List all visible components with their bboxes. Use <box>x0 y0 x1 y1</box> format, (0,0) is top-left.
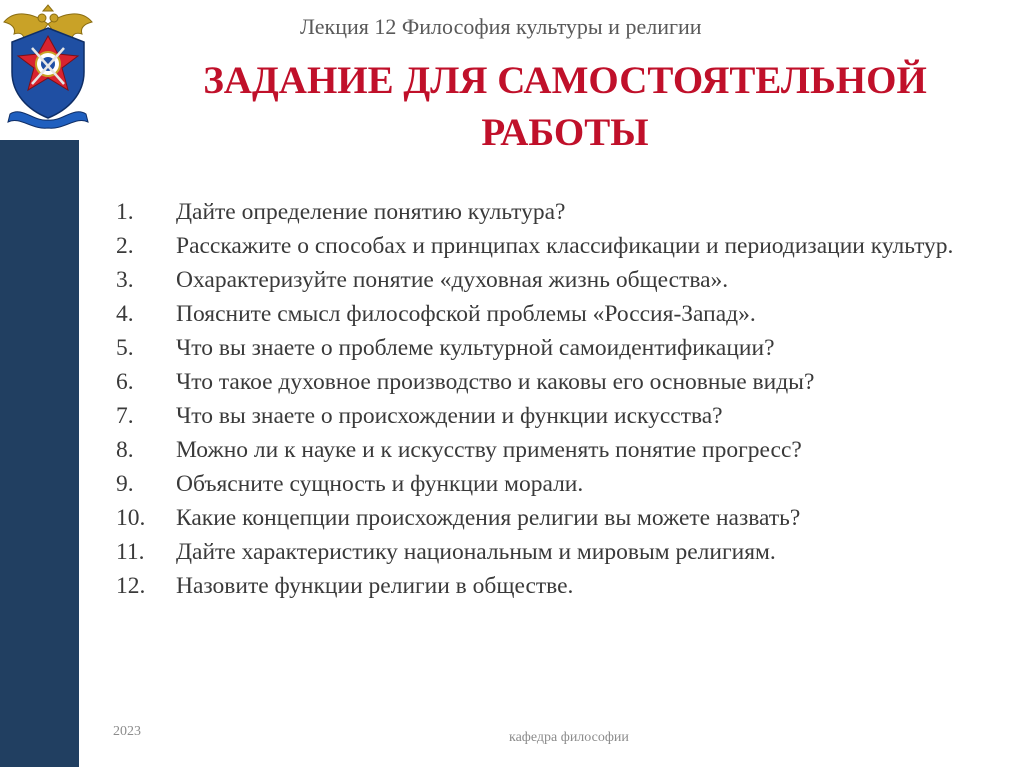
task-text: Дайте определение понятию культура? <box>176 199 566 225</box>
task-number: 7. <box>116 403 134 429</box>
task-number: 11. <box>116 539 145 565</box>
task-text: Что вы знаете о проблеме культурной самоидентификации? <box>176 335 775 361</box>
task-number: 2. <box>116 233 134 259</box>
task-item-1 <box>116 198 996 227</box>
task-list <box>116 198 996 606</box>
task-number: 10. <box>116 505 146 531</box>
task-text: Что вы знаете о происхождении и функции искусства? <box>176 403 723 429</box>
task-number: 3. <box>116 267 134 293</box>
page-title-line-2: РАБОТЫ <box>481 111 649 154</box>
task-text: Назовите функции религии в обществе. <box>176 573 574 599</box>
task-number: 6. <box>116 369 134 395</box>
task-number: 4. <box>116 301 134 327</box>
sidebar-stripe <box>0 140 79 767</box>
task-item-10 <box>116 504 996 533</box>
task-item-3 <box>116 266 996 295</box>
task-number: 5. <box>116 335 134 361</box>
task-item-4 <box>116 300 996 329</box>
task-item-11 <box>116 538 996 567</box>
task-item-12 <box>116 572 996 601</box>
task-number: 9. <box>116 471 134 497</box>
task-text: Что такое духовное производство и каковы его основные виды? <box>176 369 815 395</box>
task-item-5 <box>116 334 996 363</box>
task-number: 8. <box>116 437 134 463</box>
task-text: Какие концепции происхождения религии вы можете назвать? <box>176 505 801 531</box>
footer-year: 2023 <box>113 724 141 739</box>
task-item-6 <box>116 368 996 397</box>
task-text: Дайте характеристику национальным и мировым религиям. <box>176 539 776 565</box>
task-item-8 <box>116 436 996 465</box>
task-number: 1. <box>116 199 134 225</box>
task-text: Поясните смысл философской проблемы «Россия-Запад». <box>176 301 756 327</box>
task-item-7 <box>116 402 996 431</box>
task-text: Объясните сущность и функции морали. <box>176 471 584 497</box>
lecture-title: Лекция 12 Философия культуры и религии <box>300 14 702 39</box>
task-text: Расскажите о способах и принципах классификации и периодизации культур. <box>176 233 954 259</box>
footer-department: кафедра философии <box>509 730 629 745</box>
page-title-line-1: ЗАДАНИЕ ДЛЯ САМОСТОЯТЕЛЬНОЙ <box>203 59 927 102</box>
eagle-emblem-icon <box>2 2 94 130</box>
page-title <box>150 55 980 159</box>
task-item-9 <box>116 470 996 499</box>
task-text: Можно ли к науке и к искусству применять понятие прогресс? <box>176 437 802 463</box>
task-number: 12. <box>116 573 146 599</box>
task-item-2 <box>116 232 996 261</box>
task-text: Охарактеризуйте понятие «духовная жизнь общества». <box>176 267 729 293</box>
